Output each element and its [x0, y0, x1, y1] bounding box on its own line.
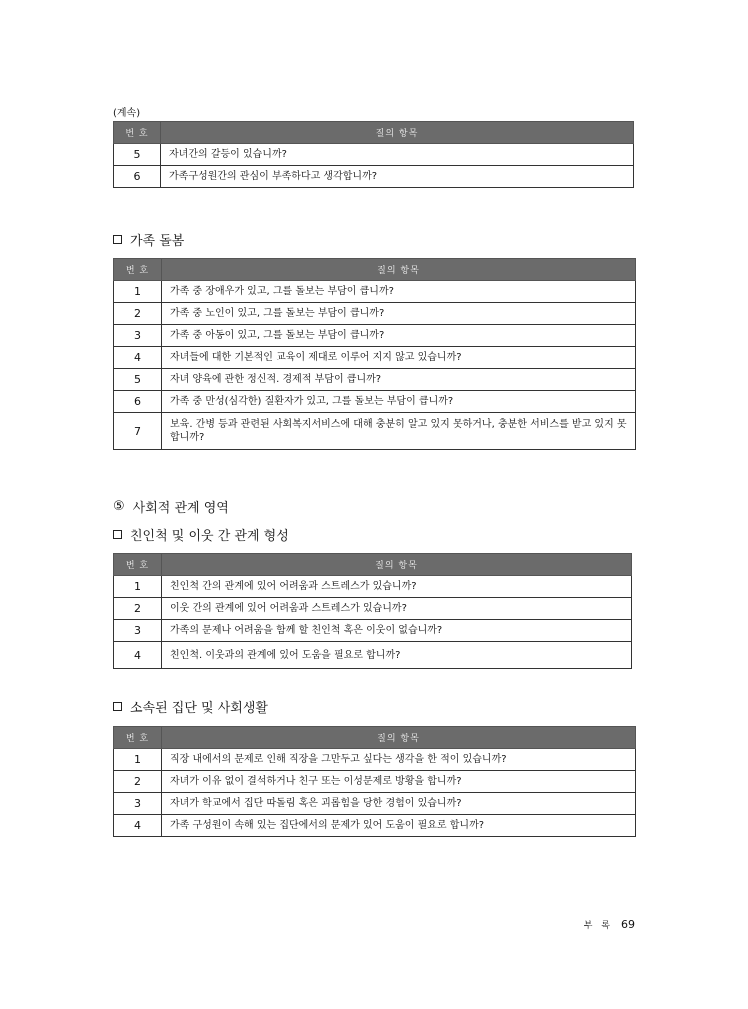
family-care-table — [113, 258, 636, 450]
relatives-neighbors-table — [113, 553, 632, 669]
row-question: 가족 중 노인이 있고, 그를 돌보는 부담이 큽니까? — [162, 303, 636, 325]
continued-question-table — [113, 121, 634, 188]
row-number: 1 — [114, 576, 162, 598]
section-title: 가족 돌봄 — [130, 234, 185, 249]
square-bullet-icon — [113, 235, 122, 244]
row-question: 자녀들에 대한 기본적인 교육이 제대로 이루어 지지 않고 있습니까? — [162, 347, 636, 369]
row-question: 이웃 간의 관계에 있어 어려움과 스트레스가 있습니까? — [162, 598, 632, 620]
page-number: 69 — [621, 918, 635, 931]
row-question: 직장 내에서의 문제로 인해 직장을 그만두고 싶다는 생각을 한 적이 있습니까? — [162, 749, 636, 771]
table-row — [114, 642, 632, 669]
row-number: 6 — [114, 391, 162, 413]
table-header-row — [114, 122, 634, 144]
circled-number-marker: ⑤ — [113, 499, 125, 514]
table-row — [114, 620, 632, 642]
row-question: 보육. 간병 등과 관련된 사회복지서비스에 대해 충분히 알고 있지 못하거나, 충분한 서비스를 받고 있지 못합니까? — [162, 413, 636, 450]
table-row — [114, 166, 634, 188]
group-social-life-table — [113, 726, 636, 837]
row-number: 3 — [114, 620, 162, 642]
row-question: 친인척 간의 관계에 있어 어려움과 스트레스가 있습니까? — [162, 576, 632, 598]
table-row — [114, 771, 636, 793]
table-row — [114, 749, 636, 771]
table-row — [114, 576, 632, 598]
square-bullet-icon — [113, 530, 122, 539]
row-number: 7 — [114, 413, 162, 450]
table-row — [114, 598, 632, 620]
table-header-row — [114, 259, 636, 281]
row-number: 4 — [114, 815, 162, 837]
row-number: 3 — [114, 325, 162, 347]
footer-section-label: 부 록 — [583, 921, 613, 931]
header-item: 질의 항목 — [161, 122, 634, 144]
continued-label: (계속) — [113, 108, 141, 119]
row-question: 자녀간의 갈등이 있습니까? — [161, 144, 634, 166]
table-header-row — [114, 727, 636, 749]
section-title: 소속된 집단 및 사회생활 — [130, 701, 268, 716]
row-number: 1 — [114, 749, 162, 771]
header-item: 질의 항목 — [162, 727, 636, 749]
row-number: 4 — [114, 347, 162, 369]
row-number: 4 — [114, 642, 162, 669]
row-number: 2 — [114, 771, 162, 793]
header-item: 질의 항목 — [162, 259, 636, 281]
row-number: 5 — [114, 144, 161, 166]
table-row — [114, 325, 636, 347]
row-number: 2 — [114, 303, 162, 325]
table-row — [114, 391, 636, 413]
table-row — [114, 815, 636, 837]
row-question: 자녀 양육에 관한 정신적. 경제적 부담이 큽니까? — [162, 369, 636, 391]
row-number: 5 — [114, 369, 162, 391]
area-title: 사회적 관계 영역 — [132, 501, 229, 516]
table-row — [114, 347, 636, 369]
row-number: 1 — [114, 281, 162, 303]
row-question: 가족 중 장애우가 있고, 그를 돌보는 부담이 큽니까? — [162, 281, 636, 303]
row-question: 가족구성원간의 관심이 부족하다고 생각합니까? — [161, 166, 634, 188]
row-question: 가족의 문제나 어려움을 함께 할 친인척 혹은 이웃이 없습니까? — [162, 620, 632, 642]
row-question: 친인척. 이웃과의 관계에 있어 도움을 필요로 합니까? — [162, 642, 632, 669]
section-heading-group-social-life — [113, 697, 268, 716]
section-title: 친인척 및 이웃 간 관계 형성 — [130, 529, 289, 544]
table-row — [114, 303, 636, 325]
header-number: 번 호 — [114, 122, 161, 144]
table-row — [114, 281, 636, 303]
table-header-row — [114, 554, 632, 576]
header-number: 번 호 — [114, 554, 162, 576]
row-number: 6 — [114, 166, 161, 188]
table-row — [114, 793, 636, 815]
table-row — [114, 369, 636, 391]
row-number: 3 — [114, 793, 162, 815]
header-number: 번 호 — [114, 259, 162, 281]
page-footer — [584, 918, 635, 931]
header-item: 질의 항목 — [162, 554, 632, 576]
table-row — [114, 144, 634, 166]
section-heading-family-care — [113, 230, 184, 249]
square-bullet-icon — [113, 702, 122, 711]
header-number: 번 호 — [114, 727, 162, 749]
table-row — [114, 413, 636, 450]
row-question: 자녀가 학교에서 집단 따돌림 혹은 괴롭힘을 당한 경험이 있습니까? — [162, 793, 636, 815]
area-heading-social-relations — [113, 497, 229, 516]
section-heading-relatives-neighbors — [113, 525, 289, 544]
row-question: 자녀가 이유 없이 결석하거나 친구 또는 이성문제로 방황을 합니까? — [162, 771, 636, 793]
row-question: 가족 중 만성(심각한) 질환자가 있고, 그를 돌보는 부담이 큽니까? — [162, 391, 636, 413]
row-question: 가족 중 아동이 있고, 그를 돌보는 부담이 큽니까? — [162, 325, 636, 347]
row-question: 가족 구성원이 속해 있는 집단에서의 문제가 있어 도움이 필요로 합니까? — [162, 815, 636, 837]
row-number: 2 — [114, 598, 162, 620]
